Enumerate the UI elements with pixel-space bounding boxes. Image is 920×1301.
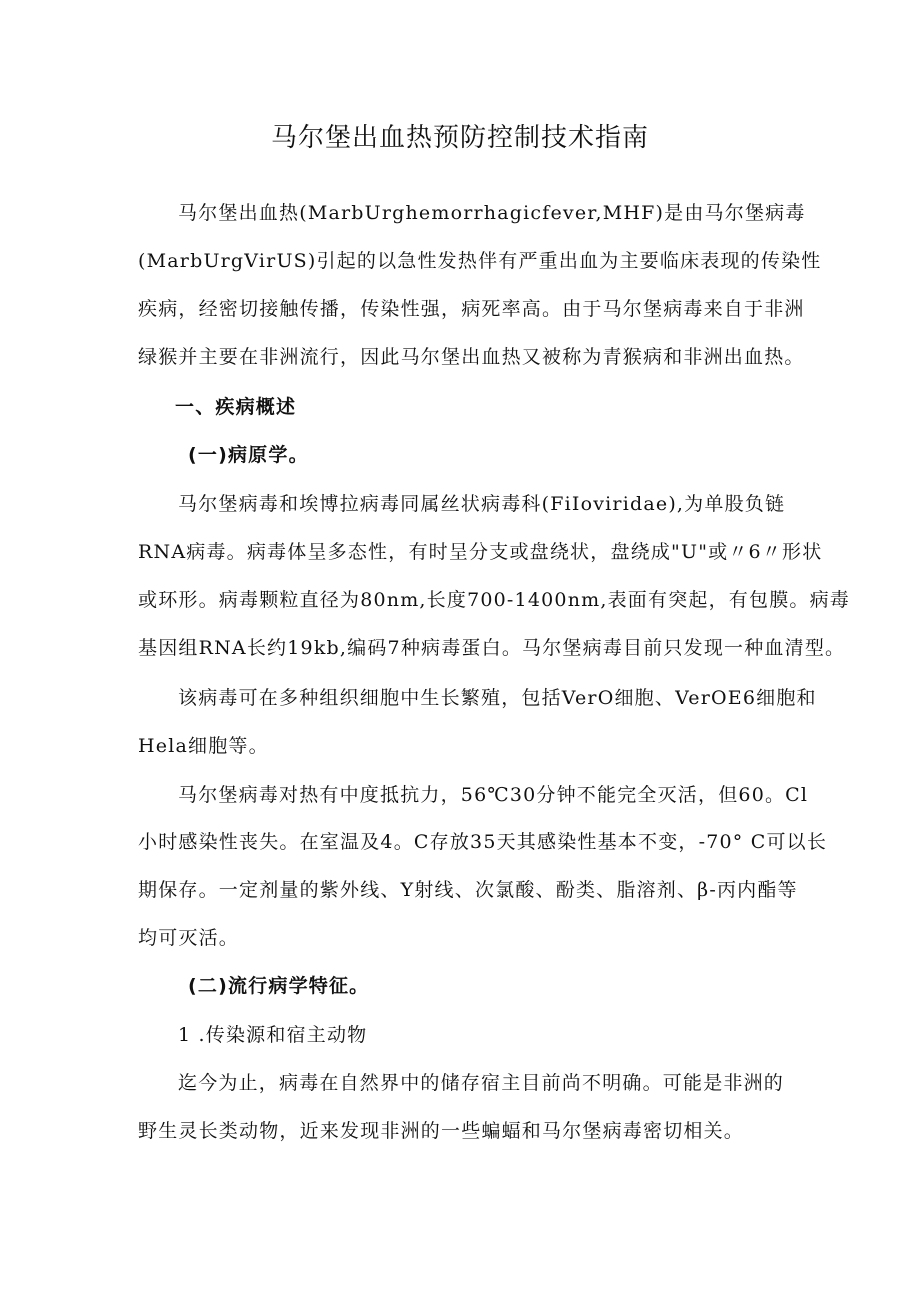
- host-line-1: 迄今为止，病毒在自然界中的储存宿主目前尚不明确。可能是非洲的: [178, 1072, 785, 1094]
- intro-line-4: 绿猴并主要在非洲流行，因此马尔堡出血热又被称为青猴病和非洲出血热。: [138, 346, 805, 368]
- resistance-line-3: 期保存。一定剂量的紫外线、Y射线、次氯酸、酚类、脂溶剂、β-丙内酯等: [138, 879, 798, 901]
- resistance-line-1: 马尔堡病毒对热有中度抵抗力，56℃30分钟不能完全灭活，但60。Cl: [178, 784, 809, 806]
- cell-culture-line-2: Hela细胞等。: [138, 735, 269, 757]
- subsection-heading-epidemiology: (二)流行病学特征。: [188, 975, 370, 997]
- intro-line-1: 马尔堡出血热(MarbUrghemorrhagicfever,MHF)是由马尔堡病毒: [178, 202, 806, 224]
- resistance-line-2: 小时感染性丧失。在室温及4。C存放35天其感染性基本不变，-70° C可以长: [138, 831, 828, 853]
- host-line-2: 野生灵长类动物，近来发现非洲的一些蝙蝠和马尔堡病毒密切相关。: [138, 1120, 745, 1142]
- etiology-line-3: 或环形。病毒颗粒直径为80nm,长度700-1400nm,表面有突起，有包膜。病毒: [138, 589, 851, 611]
- intro-line-3: 疾病，经密切接触传播，传染性强，病死率高。由于马尔堡病毒来自于非洲: [138, 298, 805, 320]
- subsection-heading-etiology: (一)病原学。: [188, 444, 309, 466]
- cell-culture-line-1: 该病毒可在多种组织细胞中生长繁殖，包括VerO细胞、VerOE6细胞和: [178, 687, 817, 709]
- etiology-line-4: 基因组RNA长约19kb,编码7种病毒蛋白。马尔堡病毒目前只发现一种血清型。: [138, 637, 846, 659]
- item-heading-infection-source: 1 .传染源和宿主动物: [178, 1024, 368, 1046]
- intro-line-2: (MarbUrgVirUS)引起的以急性发热伴有严重出血为主要临床表现的传染性: [138, 250, 822, 272]
- section-heading-disease-overview: 一、疾病概述: [175, 396, 297, 418]
- etiology-line-1: 马尔堡病毒和埃博拉病毒同属丝状病毒科(FiIoviridae),为单股负链: [178, 493, 786, 515]
- etiology-line-2: RNA病毒。病毒体呈多态性，有时呈分支或盘绕状，盘绕成"U"或〃6〃形状: [138, 541, 823, 563]
- document-title: 马尔堡出血热预防控制技术指南: [270, 123, 649, 153]
- resistance-line-4: 均可灭活。: [138, 927, 240, 949]
